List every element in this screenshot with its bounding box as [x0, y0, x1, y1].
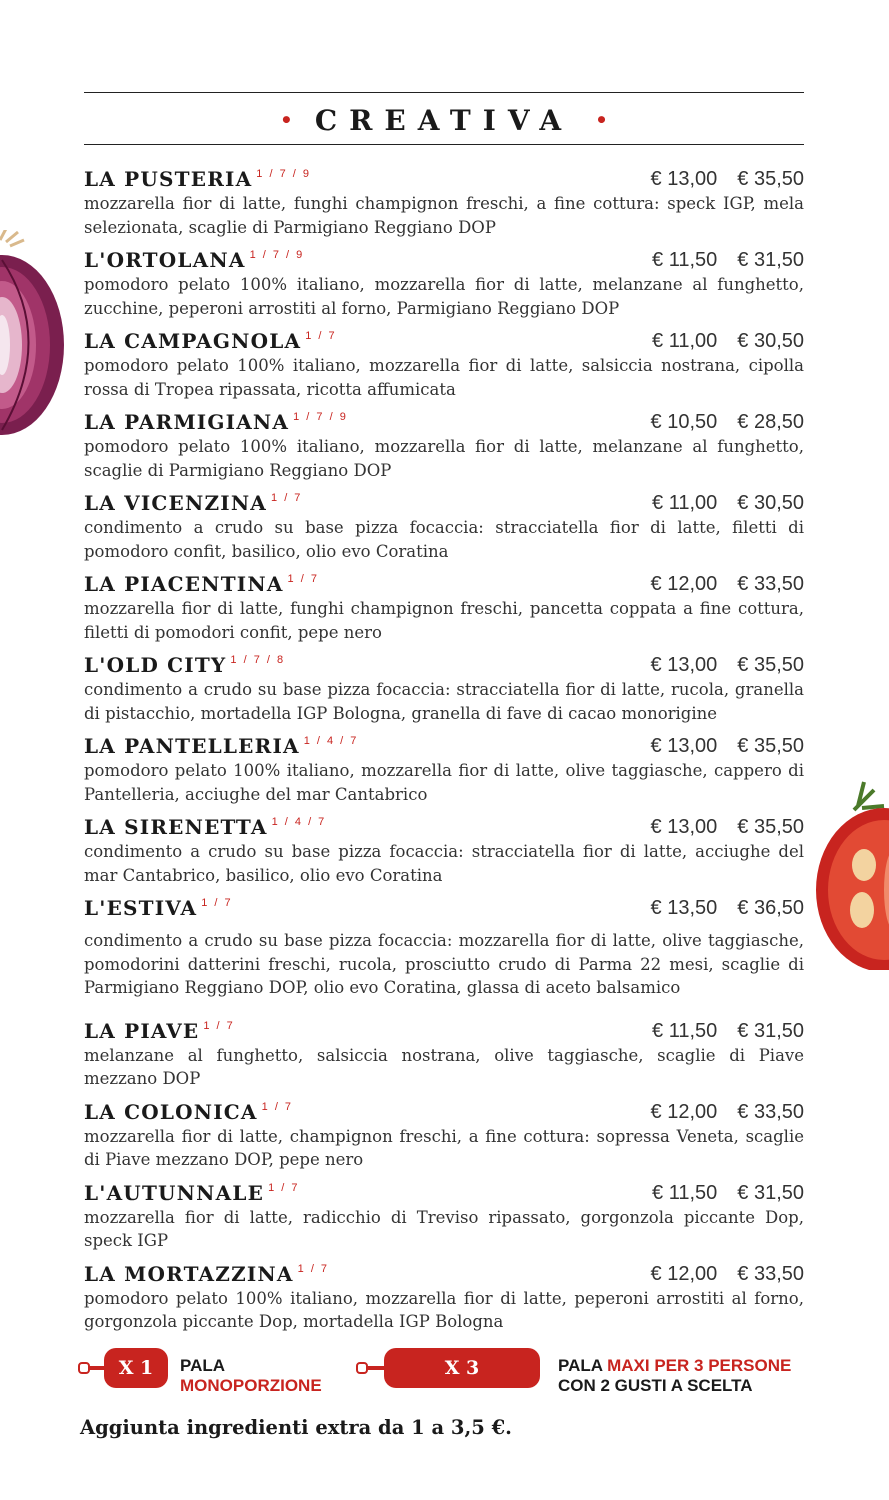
- price-single: € 10,50: [650, 411, 718, 433]
- price-single: € 11,50: [652, 1019, 718, 1042]
- price-group: [631, 1263, 804, 1286]
- price-single: € 13,50: [650, 897, 718, 919]
- price-group: [632, 1020, 804, 1043]
- price-maxi: € 35,50: [737, 654, 804, 676]
- menu-item-header: [84, 166, 804, 192]
- allergen-codes: 1 / 7: [287, 573, 319, 585]
- allergen-codes: 1 / 7: [297, 1262, 330, 1275]
- allergen-codes: 1 / 7 / 9: [249, 249, 305, 261]
- pizza-name: L'OLD CITY: [84, 653, 227, 677]
- price-single: € 13,00: [650, 816, 718, 838]
- price-single: € 11,00: [652, 492, 718, 514]
- menu-item: [84, 571, 804, 644]
- price-maxi: € 35,50: [737, 816, 804, 838]
- price-maxi: € 31,50: [737, 1181, 804, 1204]
- allergen-codes: 1 / 4 / 7: [271, 816, 327, 828]
- pala-three-line1-red: MAXI PER 3 PERSONE: [607, 1356, 792, 1375]
- pizza-description: pomodoro pelato 100% italiano, mozzarella fior di latte, olive taggiasche, cappero di Pantelleria, acciughe del mar Cantabrico: [84, 761, 804, 804]
- allergen-codes: 1 / 7: [203, 1019, 235, 1032]
- pizza-description: condimento a crudo su base pizza focaccia: mozzarella fior di latte, olive taggiasche, pomodorini datterini freschi, rucola, prosciutto crudo di Parma 22 mesi, scaglie di Parmigiano Reggiano DOP, olio evo Coratina, glassa di aceto balsamico: [84, 931, 804, 997]
- price-single: € 13,00: [650, 654, 718, 676]
- price-maxi: € 30,50: [737, 492, 804, 514]
- price-group: [631, 1101, 804, 1124]
- menu-item-header: [84, 490, 804, 516]
- allergen-codes: 1 / 7 / 9: [256, 168, 311, 180]
- pizza-description: pomodoro pelato 100% italiano, mozzarella fior di latte, melanzane al funghetto, zucchine, peperoni arrostiti al forno, Parmigiano Reggiano DOP: [84, 275, 804, 318]
- menu-item: [84, 1018, 804, 1091]
- price-single: € 11,00: [652, 330, 718, 352]
- price-maxi: € 30,50: [737, 330, 804, 352]
- bullet-icon: •: [595, 108, 608, 132]
- menu-item: [84, 814, 804, 887]
- pizza-menu-list: [84, 166, 804, 1342]
- allergen-codes: 1 / 4 / 7: [303, 735, 359, 747]
- price-single: € 11,50: [652, 1181, 718, 1204]
- pala-three-line2: CON 2 GUSTI A SCELTA: [558, 1376, 753, 1395]
- price-maxi: € 31,50: [737, 249, 804, 271]
- pizza-name: LA PANTELLERIA: [84, 734, 300, 758]
- price-maxi: € 31,50: [737, 1019, 804, 1042]
- menu-item-header: [84, 814, 804, 840]
- pala-handle-ring-icon: [78, 1362, 90, 1374]
- menu-item-header: [84, 247, 804, 273]
- pizza-name: LA SIRENETTA: [84, 815, 268, 839]
- pizza-name: L'ESTIVA: [84, 896, 198, 920]
- title-top-rule: [84, 92, 804, 93]
- menu-item-header: [84, 1099, 804, 1125]
- menu-item-header: [84, 733, 804, 759]
- menu-item: [84, 409, 804, 482]
- extras-note: Aggiunta ingredienti extra da 1 a 3,5 €.: [80, 1416, 512, 1439]
- price-group: [631, 816, 804, 839]
- pizza-name: LA MORTAZZINA: [84, 1261, 294, 1286]
- menu-item: [84, 490, 804, 563]
- price-group: [632, 1182, 804, 1205]
- pizza-description: condimento a crudo su base pizza focaccia: stracciatella fior di latte, rucola, granella di pistacchio, mortadella IGP Bologna, granella di fave di cacao monorigine: [84, 680, 804, 723]
- tomato-illustration: [814, 770, 889, 970]
- pizza-description: condimento a crudo su base pizza focaccia: stracciatella fior di latte, acciughe del mar Cantabrico, basilico, olio evo Coratina: [84, 842, 804, 885]
- pizza-name: LA PARMIGIANA: [84, 410, 290, 434]
- pala-three-line1: PALA: [558, 1356, 608, 1375]
- section-title-text: CREATIVA: [314, 104, 574, 137]
- pizza-name: LA PIACENTINA: [84, 572, 284, 596]
- price-maxi: € 35,50: [737, 735, 804, 757]
- pizza-description: condimento a crudo su base pizza focaccia: stracciatella fior di latte, filetti di pomodoro confit, basilico, olio evo Coratina: [84, 518, 804, 561]
- bullet-icon: •: [280, 108, 293, 132]
- pizza-name: LA COLONICA: [84, 1099, 258, 1124]
- pizza-name: LA PIAVE: [84, 1018, 200, 1043]
- pizza-description: pomodoro pelato 100% italiano, mozzarella fior di latte, salsiccia nostrana, cipolla rossa di Tropea ripassata, ricotta affumicata: [84, 356, 804, 399]
- menu-item-header: [84, 1018, 804, 1044]
- menu-item: [84, 328, 804, 401]
- price-group: [631, 411, 804, 434]
- pizza-description: mozzarella fior di latte, radicchio di Treviso ripassato, gorgonzola piccante Dop, speck IGP: [84, 1207, 804, 1250]
- pala-x1-badge: X 1: [104, 1348, 168, 1388]
- pala-maxi-label: [558, 1356, 791, 1396]
- menu-item-header: [84, 409, 804, 435]
- pizza-description: mozzarella fior di latte, champignon freschi, a fine cottura: sopressa Veneta, scaglie di Piave mezzano DOP, pepe nero: [84, 1126, 804, 1169]
- price-single: € 12,00: [650, 573, 718, 595]
- pizza-name: LA VICENZINA: [84, 491, 268, 515]
- pizza-description: pomodoro pelato 100% italiano, mozzarella fior di latte, melanzane al funghetto, scaglie di Parmigiano Reggiano DOP: [84, 437, 804, 480]
- price-group: [632, 492, 804, 515]
- pizza-name: LA CAMPAGNOLA: [84, 329, 302, 353]
- menu-item-header: [84, 895, 804, 921]
- pala-one-line1: PALA: [180, 1356, 226, 1375]
- price-maxi: € 33,50: [737, 573, 804, 595]
- pala-monoporzione-label: [180, 1356, 322, 1396]
- menu-item-header: [84, 328, 804, 354]
- price-maxi: € 36,50: [737, 897, 804, 919]
- menu-item: [84, 1099, 804, 1172]
- price-group: [632, 249, 804, 272]
- allergen-codes: 1 / 7: [271, 492, 303, 504]
- price-single: € 11,50: [652, 249, 718, 271]
- allergen-codes: 1 / 7: [268, 1181, 300, 1194]
- menu-item-header: [84, 652, 804, 678]
- price-single: € 12,00: [650, 1262, 718, 1285]
- price-group: [631, 168, 804, 191]
- price-maxi: € 35,50: [737, 168, 804, 190]
- price-single: € 13,00: [650, 168, 718, 190]
- menu-item-header: [84, 571, 804, 597]
- pizza-name: L'ORTOLANA: [84, 248, 246, 272]
- menu-item-header: [84, 1180, 804, 1206]
- price-maxi: € 28,50: [737, 411, 804, 433]
- pizza-description: melanzane al funghetto, salsiccia nostrana, olive taggiasche, scaglie di Piave mezzano DOP: [84, 1045, 804, 1088]
- pala-one-line2: MONOPORZIONE: [180, 1376, 322, 1395]
- menu-item: [84, 1261, 804, 1334]
- menu-item: [84, 166, 804, 239]
- price-group: [631, 897, 804, 920]
- menu-item: [84, 652, 804, 725]
- price-maxi: € 33,50: [737, 1262, 804, 1285]
- pala-handle-ring-icon: [356, 1362, 368, 1374]
- title-bottom-rule: [84, 144, 804, 145]
- price-group: [631, 573, 804, 596]
- pizza-description: pomodoro pelato 100% italiano, mozzarella fior di latte, peperoni arrostiti al forno, gorgonzola piccante Dop, mortadella IGP Bologna: [84, 1288, 804, 1331]
- price-single: € 12,00: [650, 1100, 718, 1123]
- price-group: [631, 654, 804, 677]
- pizza-name: L'AUTUNNALE: [84, 1180, 265, 1205]
- allergen-codes: 1 / 7: [201, 897, 233, 909]
- price-single: € 13,00: [650, 735, 718, 757]
- allergen-codes: 1 / 7 / 9: [293, 411, 348, 423]
- menu-item: [84, 895, 804, 1000]
- pala-x3-badge: X 3: [384, 1348, 540, 1388]
- red-onion-illustration: [0, 230, 70, 440]
- section-title: [84, 100, 804, 140]
- allergen-codes: 1 / 7: [305, 330, 337, 342]
- pizza-name: LA PUSTERIA: [84, 167, 253, 191]
- allergen-codes: 1 / 7 / 8: [230, 654, 286, 666]
- pizza-description: mozzarella fior di latte, funghi champignon freschi, a fine cottura: speck IGP, mela selezionata, scaglie di Parmigiano Reggiano DOP: [84, 194, 804, 237]
- allergen-codes: 1 / 7: [261, 1100, 294, 1113]
- price-maxi: € 33,50: [737, 1100, 804, 1123]
- menu-item: [84, 247, 804, 320]
- price-group: [632, 330, 804, 353]
- price-group: [631, 735, 804, 758]
- pizza-description: mozzarella fior di latte, funghi champignon freschi, pancetta coppata a fine cottura, filetti di pomodori confit, pepe nero: [84, 599, 804, 642]
- menu-item: [84, 1180, 804, 1253]
- menu-item: [84, 733, 804, 806]
- menu-item-header: [84, 1261, 804, 1287]
